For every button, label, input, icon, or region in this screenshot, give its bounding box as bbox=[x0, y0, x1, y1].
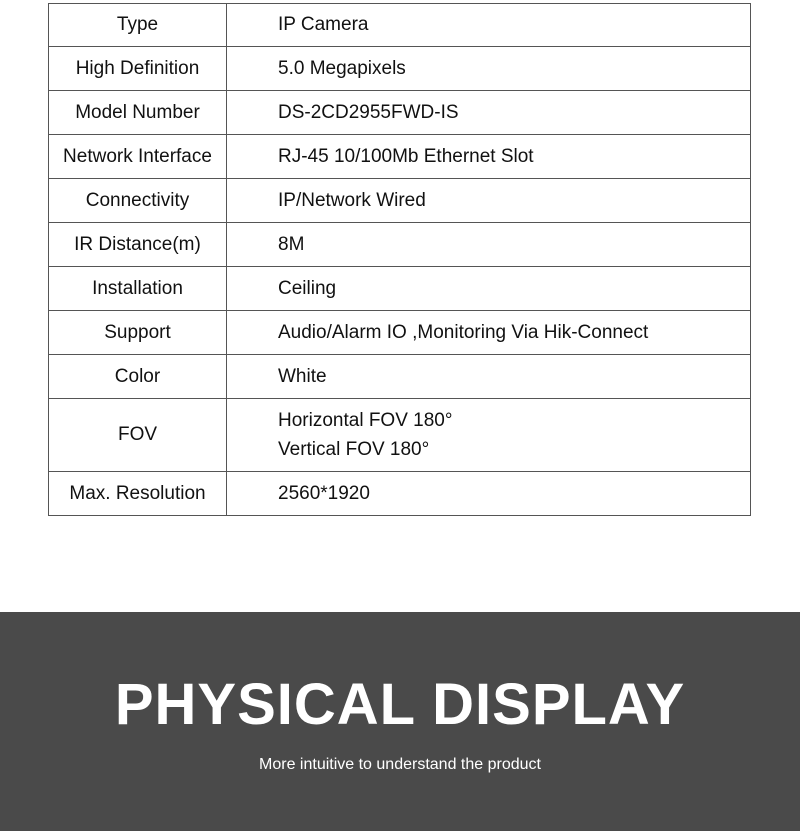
spec-label: FOV bbox=[49, 399, 227, 472]
banner-subtitle: More intuitive to understand the product bbox=[259, 756, 541, 773]
banner-title: PHYSICAL DISPLAY bbox=[114, 672, 686, 737]
spec-label: Installation bbox=[49, 267, 227, 311]
table-row bbox=[49, 179, 751, 223]
spec-value bbox=[227, 399, 751, 472]
table-row bbox=[49, 399, 751, 472]
spec-table bbox=[48, 3, 751, 516]
spec-label: Network Interface bbox=[49, 135, 227, 179]
physical-display-banner bbox=[0, 612, 800, 831]
spec-label: Model Number bbox=[49, 91, 227, 135]
spec-value: RJ-45 10/100Mb Ethernet Slot bbox=[227, 135, 751, 179]
table-row bbox=[49, 267, 751, 311]
spec-label: High Definition bbox=[49, 47, 227, 91]
spec-value: Audio/Alarm IO ,Monitoring Via Hik-Connect bbox=[227, 311, 751, 355]
spec-value: 8M bbox=[227, 223, 751, 267]
table-row bbox=[49, 135, 751, 179]
spec-value: 2560*1920 bbox=[227, 472, 751, 516]
table-row bbox=[49, 223, 751, 267]
spec-label: Support bbox=[49, 311, 227, 355]
spec-label: Connectivity bbox=[49, 179, 227, 223]
spec-label: IR Distance(m) bbox=[49, 223, 227, 267]
spec-value: Ceiling bbox=[227, 267, 751, 311]
table-row bbox=[49, 4, 751, 47]
table-row bbox=[49, 91, 751, 135]
spec-value: DS-2CD2955FWD-IS bbox=[227, 91, 751, 135]
table-row bbox=[49, 47, 751, 91]
spec-value: 5.0 Megapixels bbox=[227, 47, 751, 91]
spec-label: Type bbox=[49, 4, 227, 47]
spec-value: IP/Network Wired bbox=[227, 179, 751, 223]
table-row bbox=[49, 472, 751, 516]
table-row bbox=[49, 355, 751, 399]
spec-value-line: Vertical FOV 180° bbox=[278, 439, 430, 460]
table-row bbox=[49, 311, 751, 355]
spec-label: Color bbox=[49, 355, 227, 399]
spec-value-line: Horizontal FOV 180° bbox=[278, 410, 453, 431]
spec-value: IP Camera bbox=[227, 4, 751, 47]
spec-value: White bbox=[227, 355, 751, 399]
spec-label: Max. Resolution bbox=[49, 472, 227, 516]
